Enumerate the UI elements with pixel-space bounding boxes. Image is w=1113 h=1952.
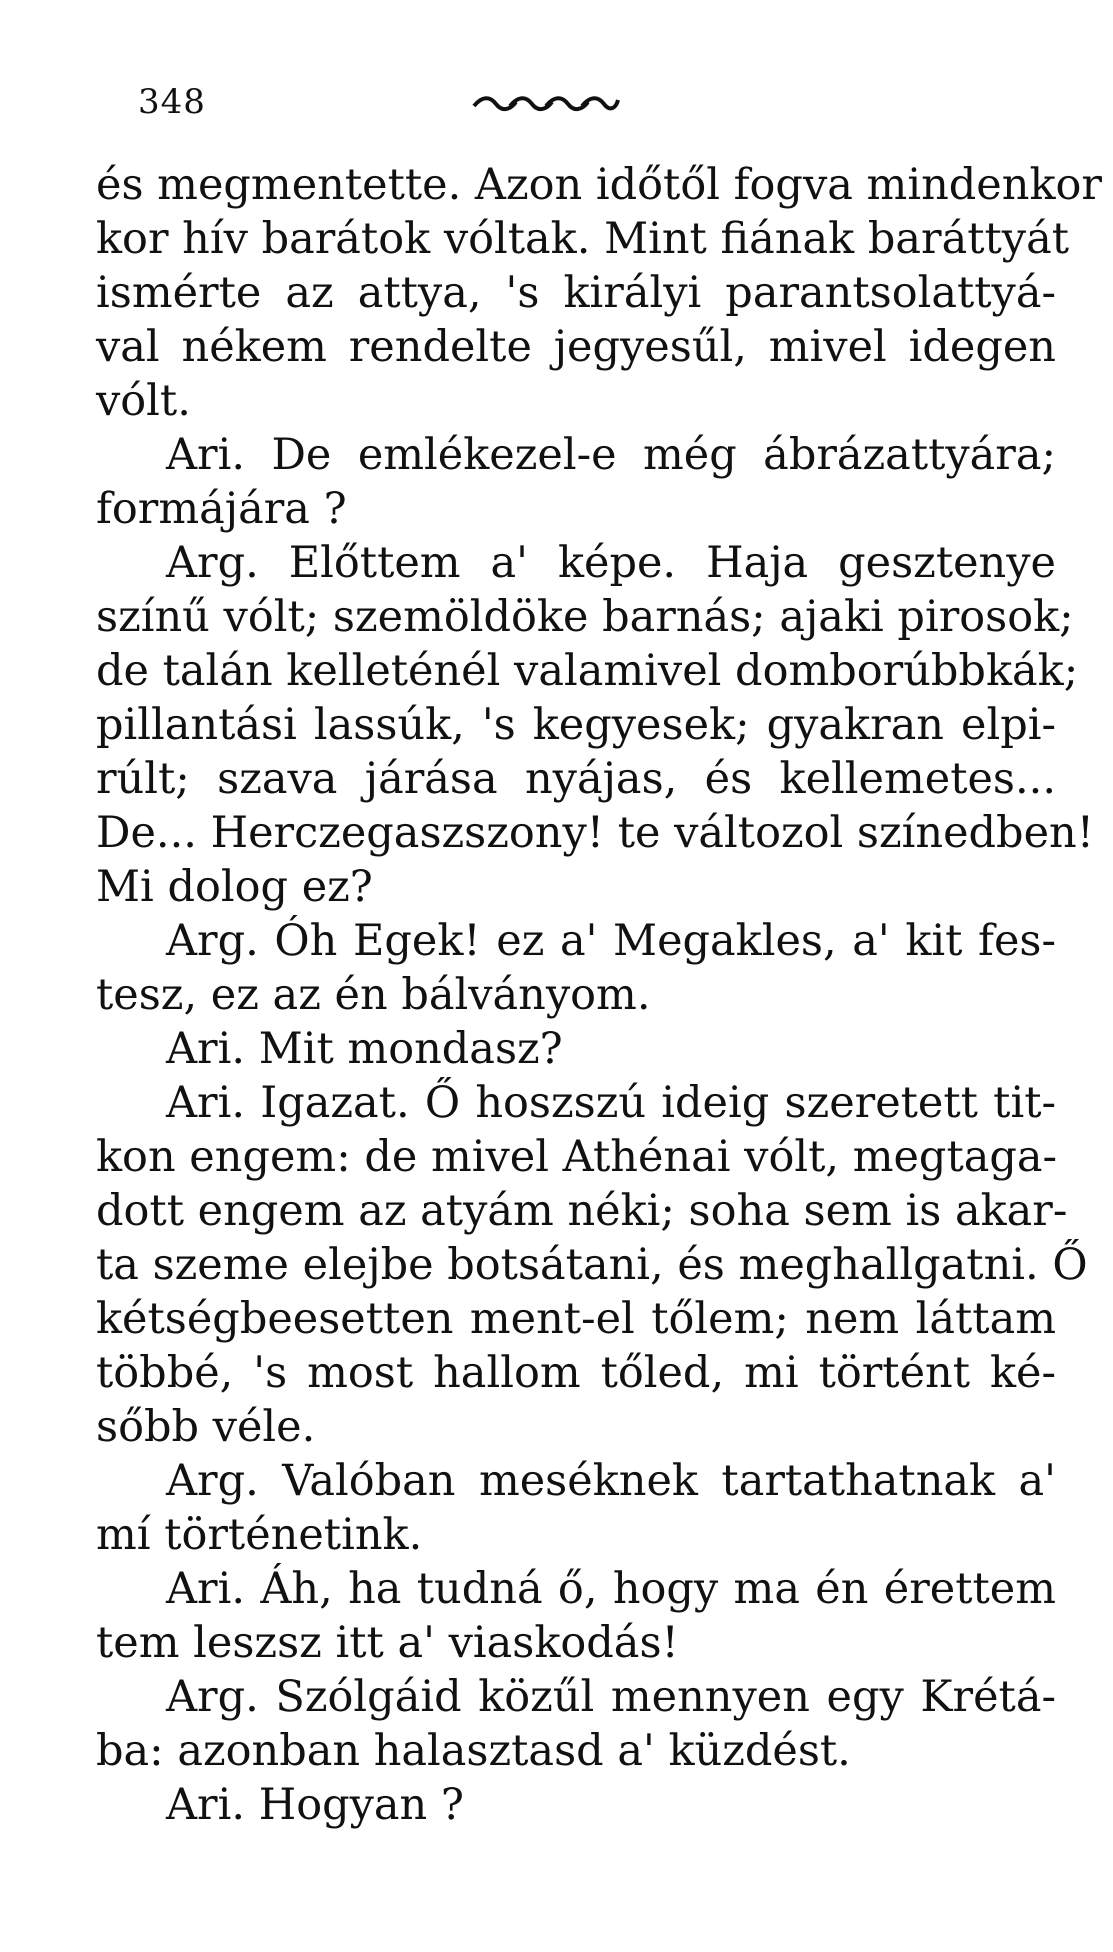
text-line: rúlt; szava járása nyájas, és kellemetes...	[96, 754, 1056, 804]
text-line: kor hív barátok vóltak. Mint fiának baráttyát	[96, 214, 1069, 264]
text-line: Arg. Valóban meséknek tartathatnak a'	[166, 1456, 1056, 1506]
header-ornament	[470, 86, 620, 116]
text-line: De... Herczegaszszony! te változol színedben!	[96, 808, 1095, 858]
text-line: tem leszsz itt a' viaskodás!	[96, 1618, 679, 1668]
text-line: tesz, ez az én bálványom.	[96, 970, 651, 1020]
text-line: és megmentette. Azon időtől fogva mindenkor	[96, 160, 1102, 210]
text-line: többé, 's most hallom tőled, mi történt ké-	[96, 1348, 1056, 1398]
text-line: mí történetink.	[96, 1510, 423, 1560]
text-line: Ari. Áh, ha tudná ő, hogy ma én érettem	[166, 1564, 1056, 1614]
text-line: ismérte az attya, 's királyi parantsolattyá-	[96, 268, 1056, 318]
text-line: Mi dolog ez?	[96, 862, 373, 912]
text-line: Ari. De emlékezel-e még ábrázattyára;	[166, 430, 1056, 480]
text-line: val nékem rendelte jegyesűl, mivel idegen	[96, 322, 1056, 372]
text-line: ba: azonban halasztasd a' küzdést.	[96, 1726, 851, 1776]
text-line: Arg. Szólgáid közűl mennyen egy Krétá-	[166, 1672, 1056, 1722]
text-line: vólt.	[96, 376, 191, 426]
text-line: Arg. Óh Egek! ez a' Megakles, a' kit fes-	[166, 916, 1056, 966]
text-line: de talán kelleténél valamivel domborúbbkák;	[96, 646, 1079, 696]
text-line: Ari. Hogyan ?	[166, 1780, 464, 1830]
text-line: dott engem az atyám néki; soha sem is akar-	[96, 1186, 1068, 1236]
page-number: 348	[138, 82, 206, 122]
text-line: pillantási lassúk, 's kegyesek; gyakran elpi-	[96, 700, 1056, 750]
text-line: színű vólt; szemöldöke barnás; ajaki pirosok;	[96, 592, 1074, 642]
text-line: formájára ?	[96, 484, 347, 534]
text-line: kétségbeesetten ment-el tőlem; nem láttam	[96, 1294, 1056, 1344]
text-line: Ari. Mit mondasz?	[166, 1024, 563, 1074]
text-line: ta szeme elejbe botsátani, és meghallgatni. Ő	[96, 1240, 1088, 1290]
text-line: sőbb véle.	[96, 1402, 316, 1452]
text-line: Arg. Előttem a' képe. Haja gesztenye	[166, 538, 1056, 588]
body-text	[96, 158, 1102, 1832]
text-line: kon engem: de mivel Athénai vólt, megtaga-	[96, 1132, 1058, 1182]
text-line: Ari. Igazat. Ő hoszszú ideig szeretett tit-	[166, 1078, 1056, 1128]
